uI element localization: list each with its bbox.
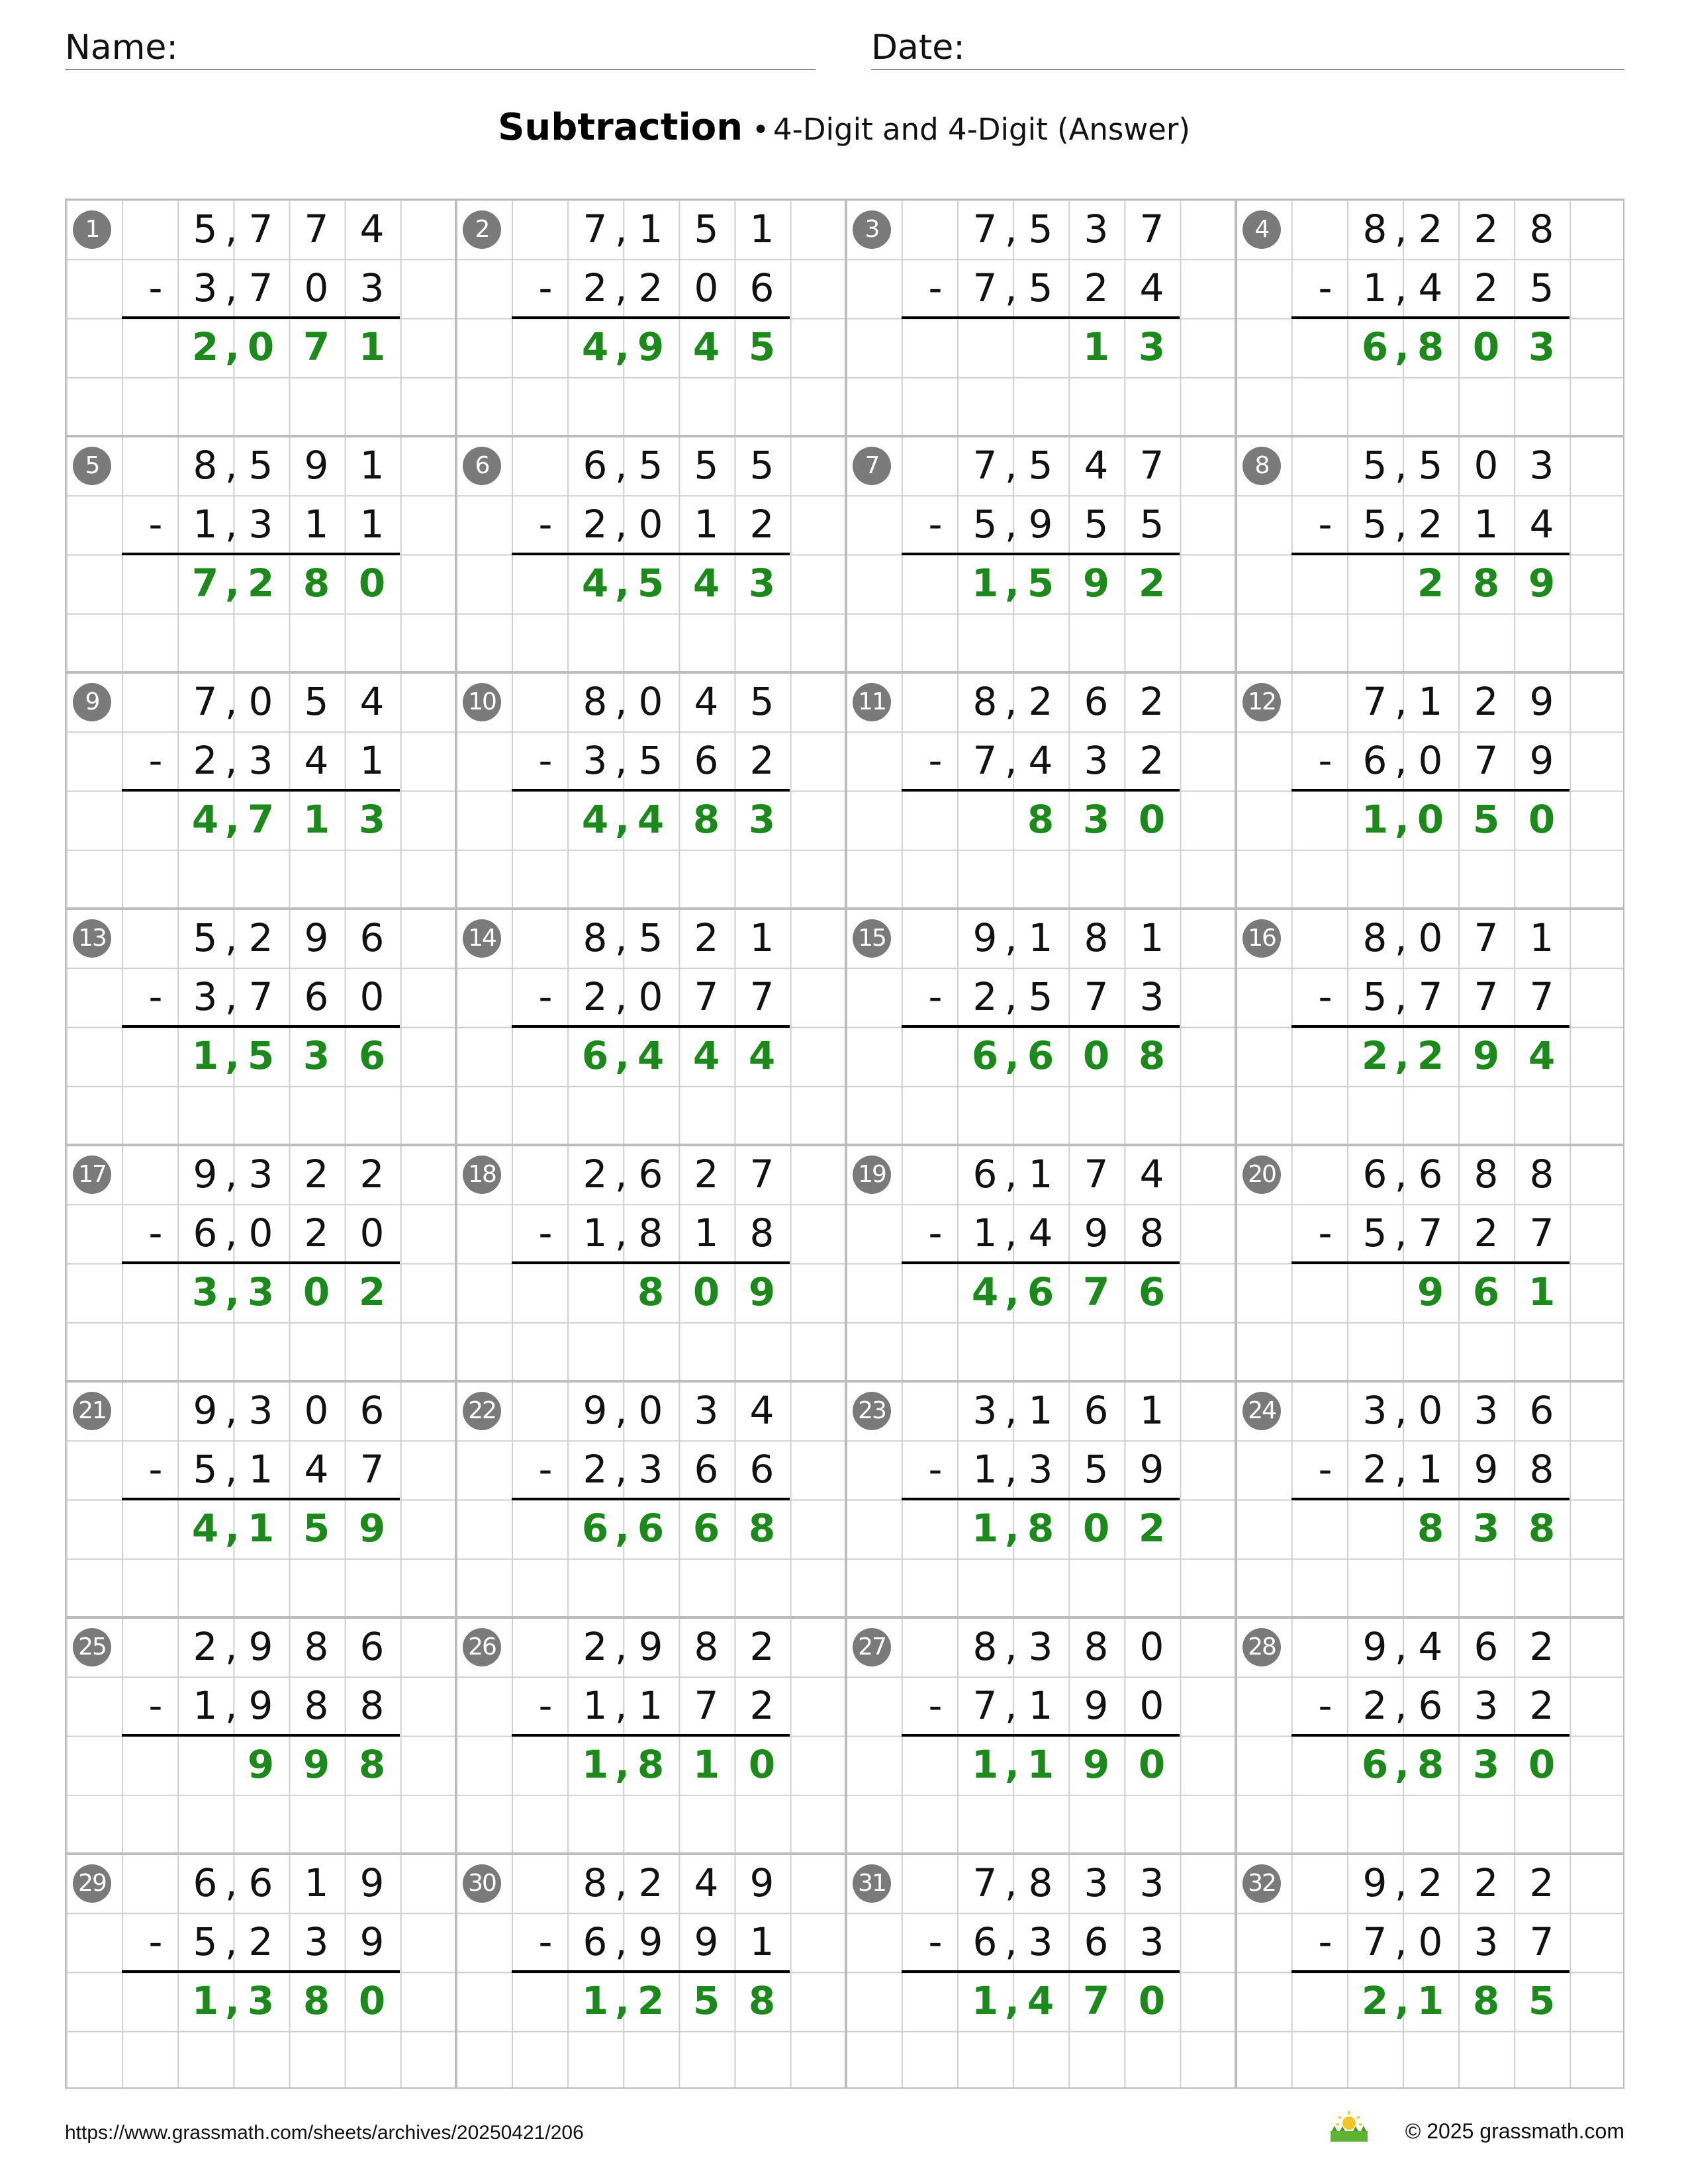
- subtrahend: 5 , 7 7 7: [1362, 974, 1554, 1019]
- minus-sign: -: [148, 1683, 163, 1728]
- minus-sign: -: [1318, 1919, 1333, 1964]
- date-field[interactable]: [871, 25, 1624, 70]
- minuend: 8 , 5 2 1: [583, 915, 774, 960]
- subtrahend: 6 , 0 2 0: [193, 1210, 385, 1255]
- minus-sign: -: [148, 1210, 163, 1255]
- subtrahend: 2 , 5 7 3: [972, 974, 1164, 1019]
- footer-url: https://www.grassmath.com/sheets/archives/20250421/206: [65, 2122, 584, 2144]
- answer: 1 , 5 3 6: [191, 1033, 386, 1078]
- subtrahend: 7 , 1 9 0: [972, 1683, 1164, 1728]
- subtrahend: 1 , 8 1 8: [583, 1210, 774, 1255]
- problem-29: [66, 1854, 456, 2090]
- minuend: 7 , 5 4 7: [972, 443, 1164, 488]
- answer: 9 9 8: [247, 1742, 386, 1787]
- minus-sign: -: [148, 974, 163, 1019]
- problem-12: [1236, 672, 1626, 909]
- minus-sign: -: [148, 1447, 163, 1492]
- problem-2: [456, 200, 846, 436]
- minus-sign: -: [148, 738, 163, 783]
- problem-number-badge: 6: [463, 447, 501, 485]
- problem-10: [456, 672, 846, 909]
- minuend: 8 , 3 8 0: [972, 1624, 1164, 1669]
- problem-number-badge: 24: [1243, 1392, 1281, 1430]
- subtrahend: 2 , 3 4 1: [193, 738, 385, 783]
- answer: 2 , 1 8 5: [1361, 1978, 1556, 2023]
- answer: 8 0 9: [637, 1269, 776, 1314]
- minuend: 8 , 0 7 1: [1362, 915, 1554, 960]
- minus-sign: -: [538, 1919, 553, 1964]
- minus-sign: -: [1318, 738, 1333, 783]
- minuend: 3 , 1 6 1: [972, 1388, 1164, 1433]
- problem-18: [456, 1145, 846, 1381]
- minuend: 7 , 8 3 3: [972, 1860, 1164, 1905]
- minus-sign: -: [148, 265, 163, 310]
- problem-number-badge: 4: [1243, 210, 1281, 249]
- problem-number-badge: 26: [463, 1628, 501, 1666]
- minus-sign: -: [538, 1447, 553, 1492]
- minuend: 8 , 0 4 5: [583, 679, 774, 724]
- problem-6: [456, 436, 846, 672]
- answer: 2 8 9: [1417, 561, 1556, 606]
- subtrahend: 2 , 2 0 6: [583, 265, 774, 310]
- answer: 2 , 0 7 1: [191, 324, 386, 369]
- minus-sign: -: [928, 265, 943, 310]
- problem-number-badge: 9: [73, 683, 111, 721]
- subtrahend: 3 , 5 6 2: [583, 738, 774, 783]
- subtrahend: 7 , 0 3 7: [1362, 1919, 1554, 1964]
- problem-number-badge: 15: [853, 919, 891, 958]
- answer: 4 , 6 7 6: [971, 1269, 1166, 1314]
- problem-19: [846, 1145, 1236, 1381]
- problem-25: [66, 1617, 456, 1854]
- problem-number-badge: 31: [853, 1864, 891, 1903]
- minus-sign: -: [538, 974, 553, 1019]
- minuend: 9 , 2 2 2: [1362, 1860, 1554, 1905]
- answer: 6 , 8 0 3: [1361, 324, 1556, 369]
- problem-32: [1236, 1854, 1626, 2090]
- subtrahend: 2 , 1 9 8: [1362, 1447, 1554, 1492]
- subtrahend: 1 , 3 1 1: [193, 502, 385, 547]
- subtrahend: 7 , 5 2 4: [972, 265, 1164, 310]
- minus-sign: -: [1318, 265, 1333, 310]
- minus-sign: -: [928, 738, 943, 783]
- subtrahend: 3 , 7 0 3: [193, 265, 385, 310]
- subtrahend: 1 , 1 7 2: [583, 1683, 774, 1728]
- minuend: 2 , 6 2 7: [583, 1152, 774, 1197]
- minus-sign: -: [1318, 1210, 1333, 1255]
- problem-30: [456, 1854, 846, 2090]
- minuend: 6 , 1 7 4: [972, 1152, 1164, 1197]
- worksheet-title: [0, 106, 1688, 149]
- problem-22: [456, 1381, 846, 1617]
- subtrahend: 2 , 3 6 6: [583, 1447, 774, 1492]
- answer: 8 3 8: [1417, 1506, 1556, 1551]
- minuend: 6 , 6 8 8: [1362, 1152, 1554, 1197]
- minus-sign: -: [928, 1210, 943, 1255]
- problem-number-badge: 17: [73, 1156, 111, 1194]
- answer: 6 , 6 0 8: [971, 1033, 1166, 1078]
- problem-31: [846, 1854, 1236, 2090]
- problem-number-badge: 14: [463, 919, 501, 958]
- answer: 4 , 4 8 3: [581, 797, 776, 842]
- minus-sign: -: [538, 502, 553, 547]
- problem-9: [66, 672, 456, 909]
- problem-28: [1236, 1617, 1626, 1854]
- problem-grid: [65, 199, 1624, 2089]
- minuend: 6 , 5 5 5: [583, 443, 774, 488]
- minuend: 9 , 3 0 6: [193, 1388, 385, 1433]
- minuend: 8 , 5 9 1: [193, 443, 385, 488]
- subtrahend: 1 , 9 8 8: [193, 1683, 385, 1728]
- problem-number-badge: 10: [463, 683, 501, 721]
- answer: 1 , 0 5 0: [1361, 797, 1556, 842]
- subtrahend: 2 , 6 3 2: [1362, 1683, 1554, 1728]
- minuend: 7 , 5 3 7: [972, 206, 1164, 251]
- minuend: 9 , 1 8 1: [972, 915, 1164, 960]
- problem-7: [846, 436, 1236, 672]
- problem-number-badge: 5: [73, 447, 111, 485]
- problem-number-badge: 18: [463, 1156, 501, 1194]
- minuend: 9 , 0 3 4: [583, 1388, 774, 1433]
- answer: 1 , 5 9 2: [971, 561, 1166, 606]
- answer: 1 , 8 1 0: [581, 1742, 776, 1787]
- problem-number-badge: 23: [853, 1392, 891, 1430]
- minus-sign: -: [538, 265, 553, 310]
- problem-number-badge: 20: [1243, 1156, 1281, 1194]
- subtrahend: 6 , 3 6 3: [972, 1919, 1164, 1964]
- problem-number-badge: 2: [463, 210, 501, 249]
- answer: 8 3 0: [1027, 797, 1166, 842]
- problem-13: [66, 909, 456, 1145]
- answer: 7 , 2 8 0: [191, 561, 386, 606]
- problem-24: [1236, 1381, 1626, 1617]
- problem-number-badge: 3: [853, 210, 891, 249]
- problem-number-badge: 1: [73, 210, 111, 249]
- title-main: Subtraction: [498, 106, 743, 149]
- subtrahend: 2 , 0 7 7: [583, 974, 774, 1019]
- minuend: 2 , 9 8 2: [583, 1624, 774, 1669]
- answer: 4 , 9 4 5: [581, 324, 776, 369]
- title-separator: •: [752, 113, 770, 147]
- minus-sign: -: [1318, 502, 1333, 547]
- subtrahend: 5 , 2 1 4: [1362, 502, 1554, 547]
- problem-number-badge: 25: [73, 1628, 111, 1666]
- problem-14: [456, 909, 846, 1145]
- minuend: 5 , 2 9 6: [193, 915, 385, 960]
- subtrahend: 1 , 3 5 9: [972, 1447, 1164, 1492]
- minuend: 6 , 6 1 9: [193, 1860, 385, 1905]
- problem-5: [66, 436, 456, 672]
- minuend: 7 , 0 5 4: [193, 679, 385, 724]
- answer: 3 , 3 0 2: [191, 1269, 386, 1314]
- minuend: 5 , 5 0 3: [1362, 443, 1554, 488]
- problem-number-badge: 16: [1243, 919, 1281, 958]
- subtrahend: 6 , 9 9 1: [583, 1919, 774, 1964]
- answer: 1 , 3 8 0: [191, 1978, 386, 2023]
- minuend: 3 , 0 3 6: [1362, 1388, 1554, 1433]
- problem-number-badge: 22: [463, 1392, 501, 1430]
- minus-sign: -: [928, 974, 943, 1019]
- subtrahend: 5 , 7 2 7: [1362, 1210, 1554, 1255]
- subtrahend: 7 , 4 3 2: [972, 738, 1164, 783]
- answer: 1 , 4 7 0: [971, 1978, 1166, 2023]
- minus-sign: -: [928, 502, 943, 547]
- subtrahend: 6 , 0 7 9: [1362, 738, 1554, 783]
- problem-number-badge: 7: [853, 447, 891, 485]
- date-label: Date:: [871, 28, 965, 68]
- answer: 1 3: [1082, 324, 1166, 369]
- answer: 6 , 6 6 8: [581, 1506, 776, 1551]
- minus-sign: -: [1318, 1447, 1333, 1492]
- answer: 4 , 5 4 3: [581, 561, 776, 606]
- minus-sign: -: [538, 1683, 553, 1728]
- minus-sign: -: [538, 738, 553, 783]
- problem-23: [846, 1381, 1236, 1617]
- subtrahend: 3 , 7 6 0: [193, 974, 385, 1019]
- problem-1: [66, 200, 456, 436]
- problem-number-badge: 29: [73, 1864, 111, 1903]
- footer-copyright: © 2025 grassmath.com: [1405, 2119, 1624, 2143]
- minuend: 9 , 4 6 2: [1362, 1624, 1554, 1669]
- minuend: 5 , 7 7 4: [193, 206, 385, 251]
- problem-26: [456, 1617, 846, 1854]
- subtrahend: 5 , 1 4 7: [193, 1447, 385, 1492]
- minus-sign: -: [1318, 1683, 1333, 1728]
- subtrahend: 1 , 4 9 8: [972, 1210, 1164, 1255]
- problem-15: [846, 909, 1236, 1145]
- answer: 1 , 1 9 0: [971, 1742, 1166, 1787]
- minus-sign: -: [148, 502, 163, 547]
- subtrahend: 5 , 2 3 9: [193, 1919, 385, 1964]
- problem-number-badge: 8: [1243, 447, 1281, 485]
- problem-27: [846, 1617, 1236, 1854]
- problem-number-badge: 21: [73, 1392, 111, 1430]
- answer: 4 , 7 1 3: [191, 797, 386, 842]
- problem-20: [1236, 1145, 1626, 1381]
- problem-number-badge: 11: [853, 683, 891, 721]
- name-label: Name:: [65, 28, 178, 68]
- problem-16: [1236, 909, 1626, 1145]
- minuend: 8 , 2 2 8: [1362, 206, 1554, 251]
- minuend: 8 , 2 4 9: [583, 1860, 774, 1905]
- problem-number-badge: 28: [1243, 1628, 1281, 1666]
- problem-number-badge: 32: [1243, 1864, 1281, 1903]
- minuend: 8 , 2 6 2: [972, 679, 1164, 724]
- minuend: 7 , 1 5 1: [583, 206, 774, 251]
- problem-21: [66, 1381, 456, 1617]
- minuend: 9 , 3 2 2: [193, 1152, 385, 1197]
- answer: 9 6 1: [1417, 1269, 1556, 1314]
- problem-number-badge: 13: [73, 919, 111, 958]
- problem-17: [66, 1145, 456, 1381]
- grass-sun-logo-icon: [1327, 2109, 1372, 2144]
- minus-sign: -: [1318, 974, 1333, 1019]
- subtrahend: 1 , 4 2 5: [1362, 265, 1554, 310]
- name-field[interactable]: [65, 25, 816, 70]
- title-subtitle: 4-Digit and 4-Digit (Answer): [773, 112, 1190, 147]
- minus-sign: -: [148, 1919, 163, 1964]
- problem-number-badge: 12: [1243, 683, 1281, 721]
- answer: 6 , 8 3 0: [1361, 1742, 1556, 1787]
- minus-sign: -: [928, 1683, 943, 1728]
- answer: 1 , 2 5 8: [581, 1978, 776, 2023]
- minuend: 2 , 9 8 6: [193, 1624, 385, 1669]
- minus-sign: -: [928, 1447, 943, 1492]
- minuend: 7 , 1 2 9: [1362, 679, 1554, 724]
- problem-number-badge: 19: [853, 1156, 891, 1194]
- problem-number-badge: 30: [463, 1864, 501, 1903]
- answer: 4 , 1 5 9: [191, 1506, 386, 1551]
- problem-8: [1236, 436, 1626, 672]
- answer: 1 , 8 0 2: [971, 1506, 1166, 1551]
- answer: 6 , 4 4 4: [581, 1033, 776, 1078]
- minus-sign: -: [928, 1919, 943, 1964]
- problem-3: [846, 200, 1236, 436]
- problem-4: [1236, 200, 1626, 436]
- subtrahend: 2 , 0 1 2: [583, 502, 774, 547]
- problem-number-badge: 27: [853, 1628, 891, 1666]
- subtrahend: 5 , 9 5 5: [972, 502, 1164, 547]
- answer: 2 , 2 9 4: [1361, 1033, 1556, 1078]
- problem-11: [846, 672, 1236, 909]
- minus-sign: -: [538, 1210, 553, 1255]
